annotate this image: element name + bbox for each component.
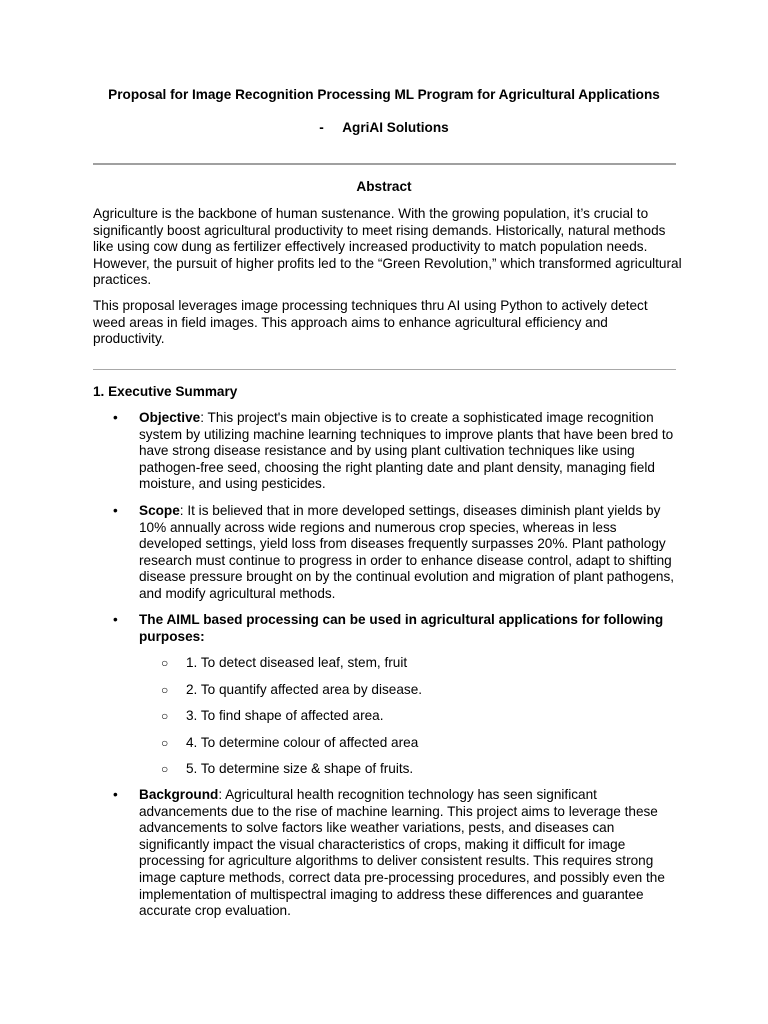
circle-bullet-icon: [161, 655, 168, 672]
objective-text: : This project's main objective is to create a sophisticated image recognition system by utilizing machine learning techniques to improve plants that have been bred to have strong disease resistance and by using plant cultivation techniques like using pathogen-free seed, choosing the right planting date and plant density, managing field moisture, and using pesticides.: [139, 410, 674, 492]
list-item-text: [139, 503, 681, 603]
circle-bullet-icon: [161, 682, 168, 699]
circle-bullet-icon: [161, 708, 168, 725]
sub-list-item-text: 5. To determine size & shape of fruits.: [186, 761, 414, 776]
background-label: Background: [139, 787, 219, 802]
document-subtitle: - AgriAI Solutions: [319, 120, 449, 135]
purposes-label: The AIML based processing can be used in agricultural applications for following purposes:: [139, 612, 664, 644]
sub-list-item-text: 4. To determine colour of affected area: [186, 735, 419, 750]
bullet-icon: [113, 503, 133, 520]
bullet-icon: [113, 787, 133, 804]
scope-text: : It is believed that in more developed settings, diseases diminish plant yields by 10% annually across wide regions and numerous crop species, whereas in less developed settings, yield loss from diseases frequently surpasses 20%. Plant pathology research must continue to progress in order to enhance disease control, adapt to shifting disease pressure brought on by the continual evolution and migration of plant pathogens, and modify agricultural methods.: [139, 503, 675, 601]
document-title: Proposal for Image Recognition Processing ML Program for Agricultural Applications: [108, 87, 660, 102]
bullet-icon: [113, 612, 133, 629]
list-item-text: [139, 410, 681, 493]
background-text: : Agricultural health recognition technology has seen significant advancements due to the rise of machine learning. This project aims to leverage these advancements to solve factors like weather variations, pests, and diseases can significantly impact the visual characteristics of crops, making it difficult for image processing for agriculture algorithms to deliver consistent results. This requires strong image capture methods, correct data pre-processing procedures, and possibly even the implementation of multispectral imaging to address these differences and guarantee accurate crop evaluation.: [139, 787, 665, 919]
sub-list-item-text: 3. To find shape of affected area.: [186, 708, 384, 723]
abstract-paragraph-2: This proposal leverages image processing techniques thru AI using Python to actively detect weed areas in field images. This approach aims to enhance agricultural efficiency and productivity.: [93, 298, 648, 347]
circle-bullet-icon: [161, 761, 168, 778]
abstract-paragraph-1: Agriculture is the backbone of human sustenance. With the growing population, it’s crucial to significantly boost agricultural productivity to meet rising demands. Historically, natural methods like using cow dung as fertilizer effectively increased productivity to match population needs. However, the pursuit of higher profits led to the “Green Revolution,” which transformed agricultural practices.: [93, 206, 682, 288]
list-item-text: [139, 612, 681, 645]
executive-summary-heading: 1. Executive Summary: [93, 384, 238, 399]
scope-label: Scope: [139, 503, 180, 518]
sub-list-item-text: 1. To detect diseased leaf, stem, fruit: [186, 655, 408, 670]
circle-bullet-icon: [161, 735, 168, 752]
sub-list-item-text: 2. To quantify affected area by disease.: [186, 682, 423, 697]
bullet-icon: [113, 410, 133, 427]
list-item-text: [139, 787, 681, 920]
abstract-heading: Abstract: [356, 179, 412, 194]
objective-label: Objective: [139, 410, 201, 425]
